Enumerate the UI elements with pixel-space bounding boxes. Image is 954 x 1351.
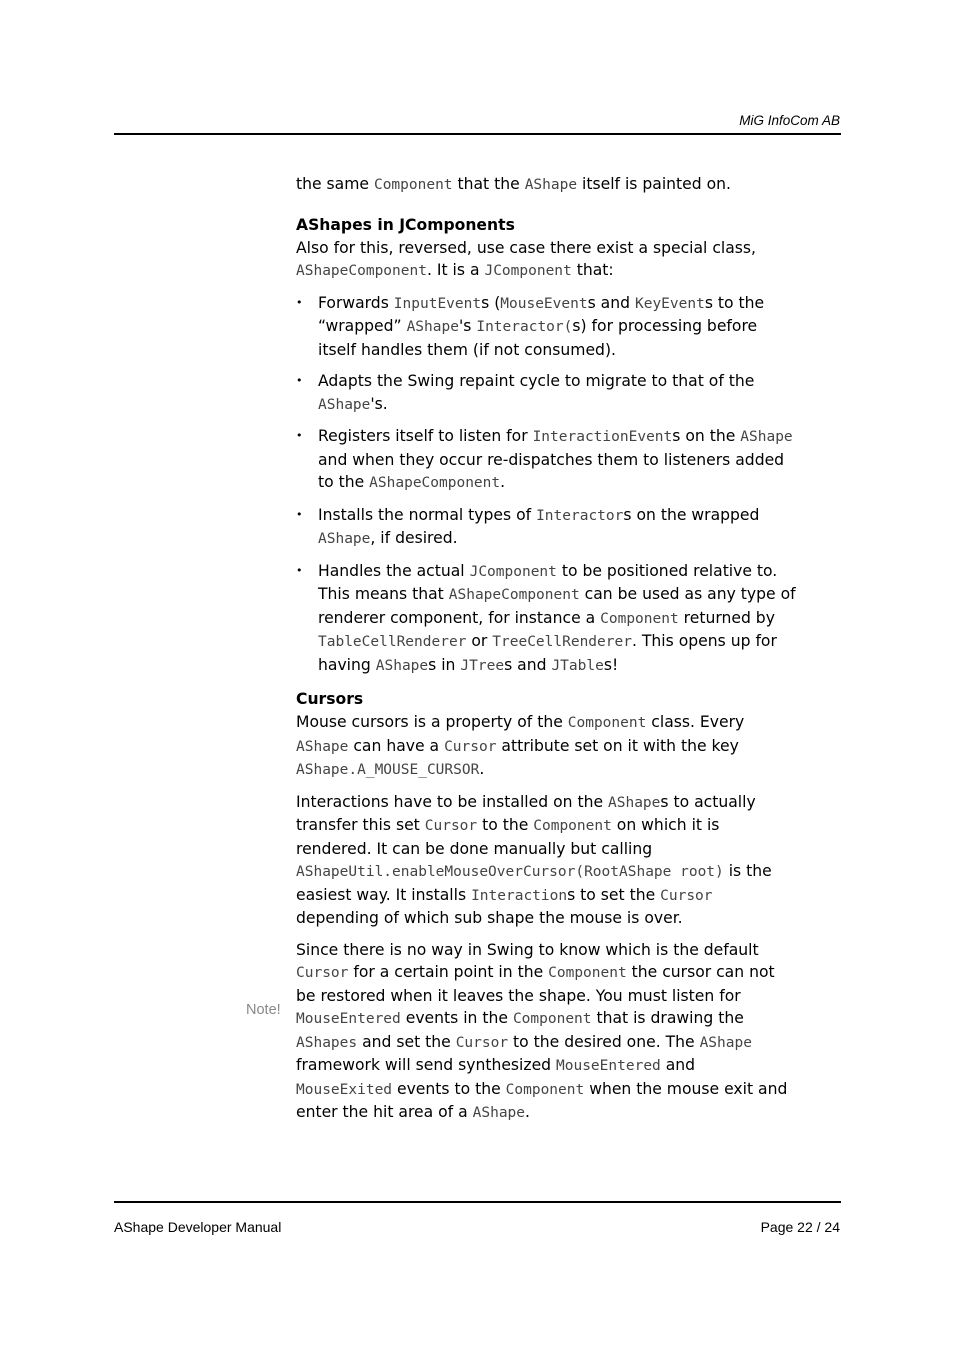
text: for a certain point in the [348,963,549,981]
text: framework will send synthesized [296,1056,557,1074]
text: 's. [370,394,388,413]
text: the cursor can not be restored when it leaves the shape. You must listen for [296,963,775,1005]
text: , if desired. [370,529,458,547]
code: MouseEvent [500,295,588,312]
text: Handles the actual [318,561,470,580]
text: when the mouse exit and enter the hit area of a [296,1079,788,1121]
section-heading-cursors: Cursors [296,690,364,708]
code: AShape [524,177,578,193]
code: InputEvent [393,295,482,312]
text: that the [452,175,525,193]
text: can have a [348,736,445,755]
text: . [479,760,485,778]
bullet-icon: • [296,563,303,577]
code: AShapes [296,1034,358,1051]
code: AShape.A_MOUSE_CURSOR [296,762,480,778]
text: 's [458,317,477,335]
code: MouseEntered [556,1058,661,1074]
text: s to set the [567,885,661,904]
text: can be used as any type of renderer component, for instance a [318,585,796,627]
text: events in the [400,1009,513,1027]
code: Cursor [455,1034,509,1051]
code: AShapeComponent [448,587,580,603]
code: AShape [406,319,459,335]
text: Mouse cursors is a property of the [296,713,568,731]
header-rule [114,133,841,135]
code: Cursor [444,738,497,755]
text: that: [571,261,614,279]
code: MouseEntered [296,1011,401,1027]
text: s ( [481,293,501,312]
code: AShapeComponent [296,263,427,279]
text: Forwards [318,293,394,312]
code: Component [567,715,647,731]
text: Registers itself to listen for [318,427,533,445]
cursors-paragraph-2 [296,791,796,930]
text: that is drawing the [591,1009,744,1027]
code: AShape [318,396,371,413]
code: Component [548,965,627,981]
text: Since there is no way in Swing to know which is the default [296,940,759,959]
code: TableCellRenderer [318,634,467,650]
code: AShape [699,1034,752,1051]
code: Cursor [424,818,478,834]
code: JTable [551,657,604,674]
text: class. Every [646,713,745,731]
code: AShape [472,1105,526,1121]
text: Installs the normal types of [318,505,537,524]
text: to be positioned relative to. This means that [318,561,778,603]
code: AShape [296,738,349,755]
list-item [296,292,796,362]
code: AShape [608,794,661,811]
bullet-icon: • [296,507,303,521]
code: KeyEvent [634,295,705,312]
code: MouseExited [296,1081,393,1098]
list-item [296,370,796,416]
footer-document-title: AShape Developer Manual [114,1219,282,1235]
text: itself is painted on. [577,175,732,193]
text: s to actually transfer this set [296,792,756,834]
code: TreeCellRenderer [492,634,632,650]
bullet-icon: • [296,429,303,442]
code: Interaction [471,887,568,904]
code: AShape [375,657,429,674]
code: Interactor [536,507,624,524]
list-item [296,425,796,495]
text: depending of which sub shape the mouse is over. [296,909,683,927]
bullet-icon: • [296,374,303,387]
text: Interactions have to be installed on the [296,792,609,811]
text: s on the [672,427,741,445]
note-margin-label: Note! [246,1002,281,1018]
page-body [296,173,796,1125]
text: Adapts the Swing repaint cycle to migrate to that of the [318,372,755,390]
code: AShape [318,531,371,547]
section-heading-ashapes-in-jcomponents: AShapes in JComponents [296,215,515,234]
code: AShapeComponent [369,475,501,491]
text: . This opens up for having [318,632,777,674]
code: JTree [460,657,505,674]
list-item [296,560,796,678]
section1-paragraph [296,237,796,283]
code: JComponent [469,563,557,580]
text: s and [504,655,552,674]
text: and when they occur re-dispatches them to listeners added to the [318,450,785,491]
text: s and [587,293,635,312]
code: Component [505,1081,585,1098]
feature-list [296,292,796,678]
code: Component [512,1011,592,1027]
code: Component [600,610,679,627]
text: to the [477,816,534,834]
list-item [296,504,796,551]
code: AShape [740,429,793,445]
footer-rule [114,1201,841,1203]
text: on which it is rendered. It can be done manually but calling [296,816,720,858]
text: and [660,1056,696,1074]
code: Component [373,177,453,193]
cursors-paragraph-3 [296,939,796,1125]
cursors-paragraph-1 [296,711,796,782]
text: Also for this, reversed, use case there exist a special class, [296,238,757,257]
text: s on the wrapped [623,505,760,524]
text: to the desired one. The [508,1032,700,1051]
code: Component [533,818,612,834]
text: events to the [392,1079,506,1098]
header-company: MiG InfoCom AB [739,113,840,128]
text: . It is a [426,261,485,279]
text: or [466,632,493,650]
code: InteractionEvent [532,429,673,445]
text: . [525,1103,530,1121]
text: is the easiest way. It installs [296,862,772,904]
text: . [500,473,506,491]
text: attribute set on it with the key [496,736,739,755]
bullet-icon: • [296,295,303,309]
intro-paragraph [296,173,796,197]
code: Cursor [660,887,713,904]
text: s! [603,655,619,674]
text: returned by [678,608,775,627]
text: s) for processing before itself handles them (if not consumed). [318,317,758,359]
text: the same [296,175,374,193]
text: and set the [357,1032,456,1051]
text: s to the “wrapped” [318,293,765,335]
code: AShapeUtil.enableMouseOverCursor(RootAShape root) [296,864,724,880]
footer-page-number: Page 22 / 24 [760,1219,840,1235]
text: s in [428,655,461,674]
code: JComponent [484,263,572,279]
code: Interactor( [476,319,573,335]
code: Cursor [296,965,349,981]
